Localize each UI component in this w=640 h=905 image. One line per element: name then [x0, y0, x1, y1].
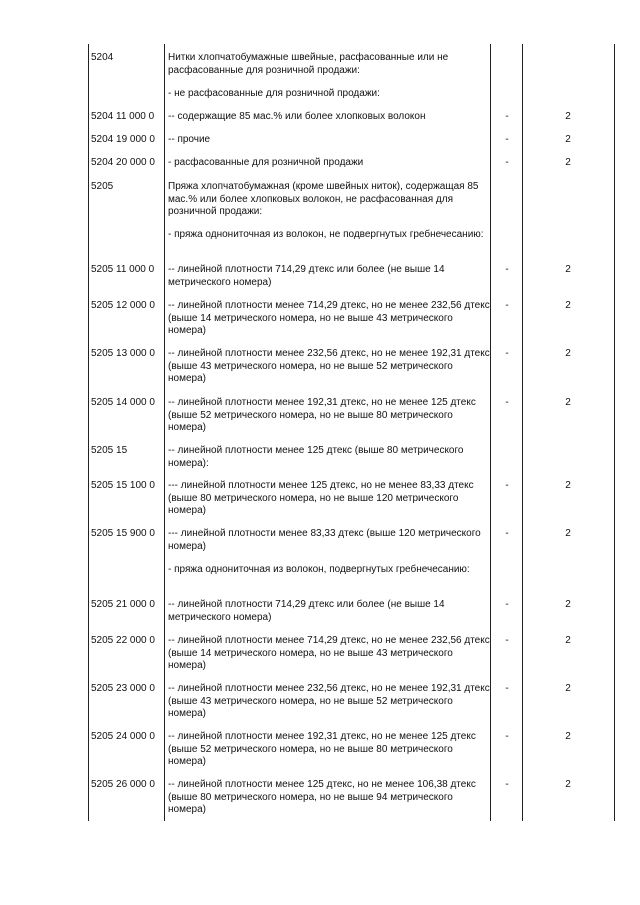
- commodity-code: 5204: [91, 52, 114, 63]
- commodity-description: -- содержащие 85 мас.% или более хлопковых волокон: [168, 111, 426, 122]
- commodity-code: 5205 24 000 0: [91, 731, 155, 742]
- commodity-description: -- линейной плотности менее 125 дтекс, но не менее 106,38 дтекс (выше 80 метрического номера, но не выше 94 метрического номера): [168, 779, 476, 815]
- unit-cell: -: [505, 683, 509, 694]
- unit-cell: -: [505, 635, 509, 646]
- commodity-code: 5205 15 900 0: [91, 528, 155, 539]
- commodity-description: - пряжа однониточная из волокон, не подвергнутых гребнечесанию:: [168, 229, 484, 240]
- commodity-code: 5205 21 000 0: [91, 599, 155, 610]
- unit-cell: -: [505, 397, 509, 408]
- commodity-code: 5204 19 000 0: [91, 134, 155, 145]
- duty-rate: 2: [565, 731, 571, 742]
- commodity-description: - расфасованные для розничной продажи: [168, 157, 364, 168]
- duty-rate: 2: [565, 635, 571, 646]
- unit-cell: -: [505, 300, 509, 311]
- unit-cell: -: [505, 348, 509, 359]
- duty-rate: 2: [565, 683, 571, 694]
- duty-rate: 2: [565, 348, 571, 359]
- unit-cell: -: [505, 599, 509, 610]
- commodity-description: -- линейной плотности менее 192,31 дтекс, но не менее 125 дтекс (выше 52 метрического номера, но не выше 80 метрического номера): [168, 731, 476, 767]
- duty-rate: 2: [565, 480, 571, 491]
- commodity-code: 5204 20 000 0: [91, 157, 155, 168]
- commodity-code: 5205 23 000 0: [91, 683, 155, 694]
- commodity-code: 5205 15: [91, 445, 128, 456]
- unit-cell: -: [505, 480, 509, 491]
- duty-rate: 2: [565, 264, 571, 275]
- unit-cell: -: [505, 157, 509, 168]
- commodity-description: --- линейной плотности менее 125 дтекс, но не менее 83,33 дтекс (выше 80 метрического номера, но не выше 120 метрического номера): [168, 480, 474, 516]
- duty-rate: 2: [565, 157, 571, 168]
- column-border-description: [490, 44, 491, 821]
- commodity-code: 5205 11 000 0: [91, 264, 155, 275]
- duty-rate: 2: [565, 300, 571, 311]
- commodity-code: 5204 11 000 0: [91, 111, 155, 122]
- commodity-description: -- прочие: [168, 134, 211, 145]
- commodity-description: --- линейной плотности менее 83,33 дтекс (выше 120 метрического номера): [168, 528, 481, 552]
- duty-rate: 2: [565, 397, 571, 408]
- unit-cell: -: [505, 134, 509, 145]
- column-border-rate: [614, 44, 615, 821]
- commodity-description: -- линейной плотности 714,29 дтекс или более (не выше 14 метрического номера): [168, 264, 445, 288]
- duty-rate: 2: [565, 779, 571, 790]
- commodity-code: 5205 22 000 0: [91, 635, 155, 646]
- commodity-code: 5205 15 100 0: [91, 480, 155, 491]
- commodity-description: Нитки хлопчатобумажные швейные, расфасованные или не расфасованные для розничной продажи:: [168, 52, 449, 76]
- duty-rate: 2: [565, 599, 571, 610]
- commodity-code: 5205 13 000 0: [91, 348, 155, 359]
- commodity-description: -- линейной плотности менее 192,31 дтекс, но не менее 125 дтекс (выше 52 метрического номера, но не выше 80 метрического номера): [168, 397, 476, 433]
- unit-cell: -: [505, 779, 509, 790]
- unit-cell: -: [505, 731, 509, 742]
- unit-cell: -: [505, 264, 509, 275]
- commodity-description: -- линейной плотности менее 125 дтекс (выше 80 метрического номера):: [168, 445, 464, 469]
- commodity-description: Пряжа хлопчатобумажная (кроме швейных ниток), содержащая 85 мас.% или более хлопковых волокон, не расфасованная для розничной продажи:: [168, 181, 479, 217]
- commodity-code: 5205 14 000 0: [91, 397, 155, 408]
- column-border-code: [164, 44, 165, 821]
- commodity-description: -- линейной плотности менее 232,56 дтекс, но не менее 192,31 дтекс (выше 43 метрического номера, но не выше 52 метрического номера): [168, 683, 490, 719]
- commodity-code: 5205 26 000 0: [91, 779, 155, 790]
- duty-rate: 2: [565, 528, 571, 539]
- duty-rate: 2: [565, 134, 571, 145]
- commodity-description: -- линейной плотности менее 232,56 дтекс, но не менее 192,31 дтекс (выше 43 метрического номера, но не выше 52 метрического номера): [168, 348, 490, 384]
- duty-rate: 2: [565, 111, 571, 122]
- commodity-code: 5205 12 000 0: [91, 300, 155, 311]
- commodity-code: 5205: [91, 181, 114, 192]
- commodity-description: -- линейной плотности менее 714,29 дтекс, но не менее 232,56 дтекс (выше 14 метрического номера, но не выше 43 метрического номера): [168, 635, 490, 671]
- commodity-description: -- линейной плотности 714,29 дтекс или более (не выше 14 метрического номера): [168, 599, 445, 623]
- column-border-left: [88, 44, 89, 821]
- commodity-description: - не расфасованные для розничной продажи:: [168, 88, 380, 99]
- commodity-description: -- линейной плотности менее 714,29 дтекс, но не менее 232,56 дтекс (выше 14 метрического номера, но не выше 43 метрического номера): [168, 300, 490, 336]
- unit-cell: -: [505, 111, 509, 122]
- unit-cell: -: [505, 528, 509, 539]
- commodity-description: - пряжа однониточная из волокон, подвергнутых гребнечесанию:: [168, 564, 470, 575]
